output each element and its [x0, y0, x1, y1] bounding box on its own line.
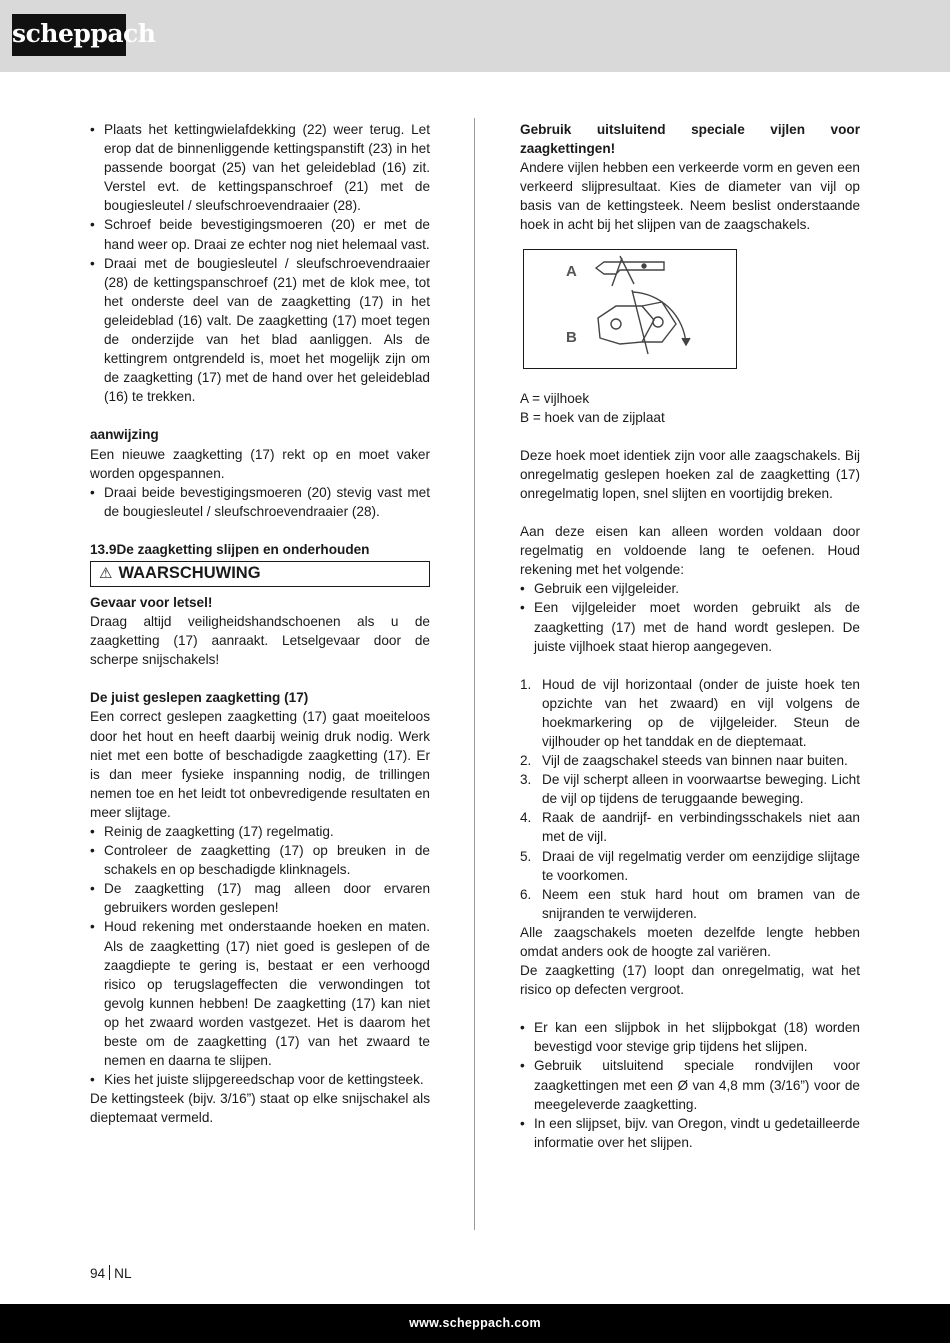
- list-item: • Schroef beide bevestigingsmoeren (20) er met de hand weer op. Draai ze echter nog niet helemaal vast.: [90, 215, 430, 253]
- numbered-step: 1. Houd de vijl horizontaal (onder de juiste hoek ten opzichte van het zwaard) en vijl volgens de hoekmarkering op de vijlgeleider. Steun de vijlhouder op het tanddak en de dieptemaat.: [520, 676, 860, 749]
- list-item: • Plaats het kettingwielafdekking (22) weer terug. Let erop dat de binnenliggende kettingspanstift (23) in het passende boorgat (25) van het geleideblad (16) zit. Verstel evt. de kettingspanschroef (21) met de bougiesleutel / sleufschroevendraaier (28).: [90, 120, 430, 215]
- warning-triangle-icon: ⚠: [99, 565, 113, 583]
- footer-bar: [0, 1304, 950, 1343]
- sharp-chain-list: [90, 822, 430, 1089]
- risk-text: De zaagketting (17) loopt dan onregelmatig, wat het risico op defecten vergroot.: [520, 963, 860, 998]
- section-heading: 13.9De zaagketting slijpen en onderhouden: [90, 541, 370, 557]
- list-item: • Reinig de zaagketting (17) regelmatig.: [90, 822, 430, 841]
- page-number-value: 94: [90, 1266, 106, 1281]
- list-item: • Controleer de zaagketting (17) op breuken in de schakels en op beschadigde klinknagels.: [90, 841, 430, 879]
- warning-box: [90, 561, 430, 587]
- list-item: • Kies het juiste slijpgereedschap voor de kettingsteek.: [90, 1070, 430, 1089]
- column-divider: [474, 118, 475, 1230]
- list-item: • Houd rekening met onderstaande hoeken en maten. Als de zaagketting (17) niet goed is geslepen of de zaagdiepte te gering is, bestaat er een verhoogd risico op terugslageffecten die verwondingen tot gevolg kunnen hebben! De zaagketting (17) kan niet op het zwaard worden vastgezet. Het is daarom het beste om de zaagketting (17) van het zwaard te nemen en daarna te slijpen.: [90, 917, 430, 1070]
- filing-steps-list: [520, 675, 860, 923]
- legend-a: A = vijlhoek: [520, 390, 590, 406]
- website-link[interactable]: www.scheppach.com: [409, 1316, 541, 1330]
- header-bar: [0, 0, 950, 72]
- left-column: [90, 120, 430, 1128]
- danger-heading: Gevaar voor letsel!: [90, 594, 213, 610]
- danger-text: Draag altijd veiligheidshandschoenen als u de zaagketting (17) aanraakt. Letselgevaar door de scherpe snijschakels!: [90, 614, 430, 668]
- list-item: • De zaagketting (17) mag alleen door ervaren gebruikers worden geslepen!: [90, 879, 430, 917]
- scheppach-logo: scheppach: [12, 14, 126, 56]
- page-number: [90, 1265, 132, 1281]
- chain-tooth-illustration: [524, 250, 736, 368]
- note-heading: aanwijzing: [90, 427, 159, 443]
- files-text: Andere vijlen hebben een verkeerde vorm en geven een verkeerd slijpresultaat. Kies de diameter van vijl op basis van de kettingsteek. Neem beslist onderstaande hoek in acht bij het slijpen van de zaagschakels.: [520, 160, 860, 233]
- list-item: • Gebruik uitsluitend speciale rondvijlen voor zaagkettingen met een Ø van 4,8 mm (3/16”) voor de meegeleverde zaagketting.: [520, 1056, 860, 1113]
- sharp-chain-text: Een correct geslepen zaagketting (17) gaat moeiteloos door het hout en heeft daarbij weinig druk nodig. Werk niet met een botte of beschadigde zaagketting (17). Er is dan meer fysieke inspanning nodig, de trillingen nemen toe en het leidt tot onbevredigende resultaten en meer slijtage.: [90, 709, 430, 820]
- list-item: • Er kan een slijpbok in het slijpbokgat (18) worden bevestigd voor stevige grip tijdens het slijpen.: [520, 1018, 860, 1056]
- list-item: • Draai beide bevestigingsmoeren (20) stevig vast met de bougiesleutel / sleufschroevendraaier (28).: [90, 483, 430, 521]
- filing-angle-figure: [523, 249, 737, 369]
- language-code: NL: [114, 1266, 132, 1281]
- sharp-chain-heading: De juist geslepen zaagketting (17): [90, 690, 309, 706]
- list-item: • Draai met de bougiesleutel / sleufschroevendraaier (28) de kettingspanschroef (21) met de klok mee, tot het onderste deel van de zaagketting (17) in het geleideblad (16) valt. De zaagketting (17) moet tegen de onderzijde van het blad aanliggen. Als de kettingrem ontgrendeld is, moet het mogelijk zijn om de zaagketting (17) met de hand over het geleideblad (16) te trekken.: [90, 254, 430, 407]
- figure-label-a: A: [566, 262, 577, 280]
- list-item: • Een vijlgeleider moet worden gebruikt als de zaagketting (17) met de hand wordt geslepen. De juiste vijlhoek staat hierop aangegeven.: [520, 598, 860, 655]
- files-heading: Gebruik uitsluitend speciale vijlen voor zaagkettingen!: [520, 122, 860, 157]
- note-text: Een nieuwe zaagketting (17) rekt op en moet vaker worden opgespannen.: [90, 446, 430, 481]
- final-tips-list: [520, 1018, 860, 1152]
- list-item: • Gebruik een vijlgeleider.: [520, 579, 860, 598]
- legend-b: B = hoek van de zijplaat: [520, 409, 665, 425]
- practice-text: Aan deze eisen kan alleen worden voldaan door regelmatig en voldoende lang te oefenen. Houd rekening met het volgende:: [520, 524, 860, 578]
- angle-text: Deze hoek moet identiek zijn voor alle zaagschakels. Bij onregelmatig geslepen hoeken zal de zaagketting (17) onregelmatig lopen, snel slijten en voortijdig breken.: [520, 447, 860, 501]
- list-item: • In een slijpset, bijv. van Oregon, vindt u gedetailleerde informatie over het slijpen.: [520, 1114, 860, 1152]
- practice-list: [520, 579, 860, 655]
- numbered-step: 6. Neem een stuk hard hout om bramen van de snijranden te verwijderen.: [520, 886, 860, 921]
- numbered-step: 2. Vijl de zaagschakel steeds van binnen naar buiten.: [520, 753, 848, 769]
- numbered-step: 5. Draai de vijl regelmatig verder om eenzijdige slijtage te voorkomen.: [520, 848, 860, 883]
- assembly-steps-list: [90, 120, 430, 406]
- note-list: [90, 483, 430, 521]
- closing-text: De kettingsteek (bijv. 3/16”) staat op elke snijschakel als dieptemaat vermeld.: [90, 1091, 430, 1126]
- warning-label: WAARSCHUWING: [118, 564, 261, 583]
- length-text: Alle zaagschakels moeten dezelfde lengte hebben omdat anders ook de hoogte zal variëren.: [520, 924, 860, 959]
- right-column: [520, 120, 860, 1152]
- numbered-step: 4. Raak de aandrijf- en verbindingsschakels niet aan met de vijl.: [520, 810, 860, 845]
- figure-label-b: B: [566, 328, 577, 346]
- numbered-step: 3. De vijl scherpt alleen in voorwaartse beweging. Licht de vijl op tijdens de teruggaande beweging.: [520, 772, 860, 807]
